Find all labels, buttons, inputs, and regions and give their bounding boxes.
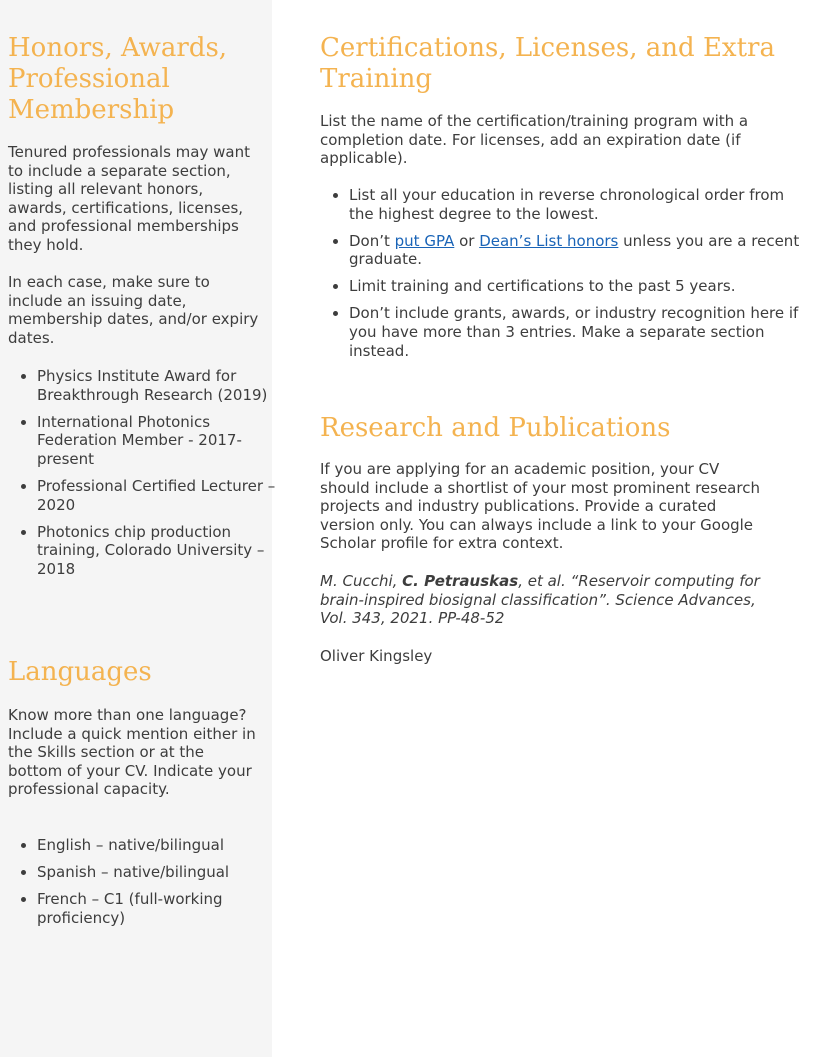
publication-details: , et al. “Reservoir computing for brain-inspired biosignal classification”. Science Advances, Vol. 343, 2021. PP-48-52 <box>320 572 760 628</box>
certifications-paragraph: List the name of the certification/training program with a completion date. For licenses, add an expiration date (if applicable). <box>320 112 749 168</box>
languages-list <box>8 836 289 936</box>
honors-list <box>8 367 289 587</box>
languages-paragraph: Know more than one language? Include a quick mention either in the Skills section or at the bottom of your CV. Indicate your professional capacity. <box>8 706 256 799</box>
honors-paragraph-2: In each case, make sure to include an issuing date, membership dates, and/or expiry dates. <box>8 273 259 347</box>
bullet-text: or <box>454 231 480 250</box>
candidate-name: Oliver Kingsley <box>320 647 433 665</box>
language-item: • French – C1 (full-working proficiency) <box>37 890 289 927</box>
certifications-item <box>349 232 809 269</box>
research-paragraph: If you are applying for an academic position, your CV should include a shortlist of your most prominent research projects and industry publications. Provide a curated version only. You can always include a link to your Google Scholar profile for extra context. <box>320 460 760 553</box>
language-item: • Spanish – native/bilingual <box>37 863 289 882</box>
honors-item: • International Photonics Federation Member - 2017-present <box>37 413 289 469</box>
honors-item: • Photonics chip production training, Colorado University – 2018 <box>37 523 289 579</box>
honors-section-title: Honors, Awards, Professional Membership <box>8 33 228 125</box>
certifications-item: • Don’t include grants, awards, or industry recognition here if you have more than 3 entries. Make a separate section instead. <box>349 304 809 360</box>
language-item: • English – native/bilingual <box>37 836 289 855</box>
sidebar <box>0 0 276 1057</box>
honors-item: • Professional Certified Lecturer – 2020 <box>37 477 289 514</box>
honors-item: • Physics Institute Award for Breakthrough Research (2019) <box>37 367 289 404</box>
bullet-text: unless you are a recent graduate. <box>349 231 800 269</box>
put-gpa-link[interactable]: put GPA <box>394 231 455 250</box>
research-section-title: Research and Publications <box>320 413 671 443</box>
publication-highlighted-author: C. Petrauskas <box>402 572 519 590</box>
publication-citation <box>320 572 775 628</box>
honors-paragraph-1: Tenured professionals may want to include a separate section, listing all relevant honors, awards, certifications, licenses, and professional memberships they hold. <box>8 143 250 254</box>
certifications-item: • List all your education in reverse chronological order from the highest degree to the lowest. <box>349 186 809 223</box>
certifications-list <box>320 186 809 369</box>
languages-section-title: Languages <box>8 657 152 687</box>
deans-list-honors-link[interactable]: Dean’s List honors <box>479 231 619 250</box>
certifications-section-title: Certifications, Licenses, and Extra Training <box>320 33 775 94</box>
publication-authors: M. Cucchi, <box>320 572 403 590</box>
certifications-item: • Limit training and certifications to the past 5 years. <box>349 277 809 296</box>
bullet-text: Don’t <box>349 231 395 250</box>
